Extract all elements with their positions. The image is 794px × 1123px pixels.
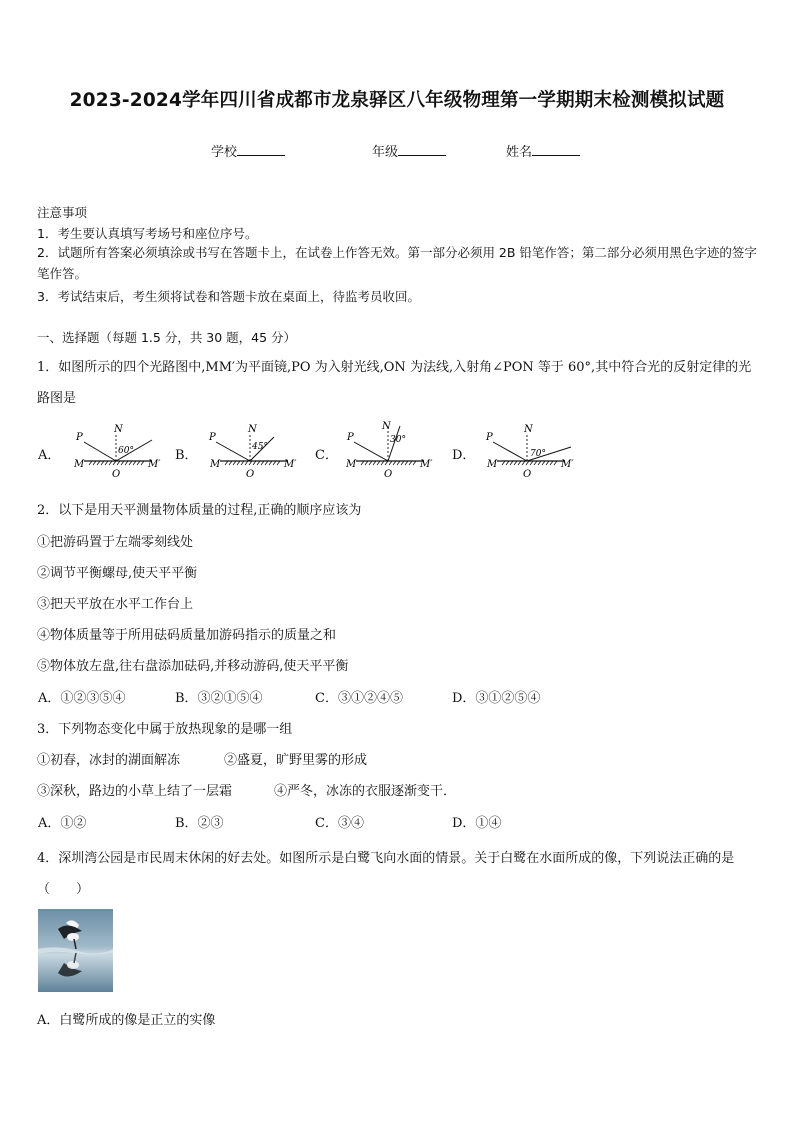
angle-label: 30° (390, 435, 406, 445)
grade-label: 年级 (372, 145, 399, 160)
q3-item: ②盛夏，旷野里雾的形成 (224, 753, 368, 768)
label-m: M (210, 459, 221, 470)
notice-item: 1．考生要认真填写考场号和座位序号。 (37, 226, 258, 241)
q3-option-c[interactable]: C．③④ (315, 816, 364, 831)
question-4-stem: 4．深圳湾公园是市民周末休闲的好去处。如图所示是白鹭飞向水面的情景。关于白鹭在水面所成的像，下列说法正确的是（ ） (37, 851, 735, 897)
angle-label: 45° (252, 442, 268, 452)
q2-step: ④物体质量等于所用砝码质量加游码指示的质量之和 (37, 628, 337, 643)
q2-step: ⑤物体放左盘,往右盘添加砝码,并移动游码,使天平平衡 (37, 659, 349, 674)
question-2-stem: 2．以下是用天平测量物体质量的过程,正确的顺序应该为 (37, 503, 362, 518)
notice-heading: 注意事项 (37, 205, 88, 220)
q2-step: ③把天平放在水平工作台上 (37, 597, 194, 612)
q2-option-d[interactable]: D．③①②⑤④ (452, 691, 541, 706)
question-1-stem: 1．如图所示的四个光路图中,MM′为平面镜,PO 为入射光线,ON 为法线,入射角∠PON 等于 60°,其中符合光的反射定律的光路图是 (37, 360, 752, 406)
section-heading: 一、选择题（每题 1.5 分，共 30 题，45 分） (37, 330, 297, 345)
label-n: N (524, 424, 533, 435)
label-m: M (74, 459, 85, 470)
label-o: O (523, 469, 532, 480)
name-label: 姓名 (506, 145, 533, 160)
label-p: P (76, 432, 83, 443)
q1-diagram-d (483, 420, 583, 486)
label-m-prime: M′ (284, 459, 297, 470)
school-field (211, 141, 285, 160)
q4-option-a[interactable]: A．白鹭所成的像是正立的实像 (37, 1013, 216, 1028)
egret-photo (38, 909, 113, 992)
label-o: O (112, 469, 121, 480)
label-o: O (384, 469, 393, 480)
question-3-stem: 3．下列物态变化中属于放热现象的是哪一组 (37, 722, 293, 737)
label-m-prime: M′ (148, 459, 161, 470)
label-p: P (486, 432, 493, 443)
name-blank[interactable] (532, 143, 580, 156)
q3-item: ④严冬，冰冻的衣服逐渐变干． (274, 784, 457, 799)
q1-option-c-label: C． (315, 448, 338, 463)
q1-option-b-label: B． (175, 448, 198, 463)
notice-item: 2．试题所有答案必须填涂或书写在答题卡上，在试卷上作答无效。第一部分必须用 2B 铅笔作答；第二部分必须用黑色字迹的签字笔作答。 (37, 245, 757, 281)
q3-option-b[interactable]: B．②③ (175, 816, 224, 831)
q1-diagram-b (206, 420, 306, 486)
q1-option-a-label: A． (38, 448, 61, 463)
q2-option-b[interactable]: B．③②①⑤④ (175, 691, 263, 706)
notice-item: 3．考试结束后，考生须将试卷和答题卡放在桌面上，待监考员收回。 (37, 289, 420, 304)
label-n: N (248, 424, 257, 435)
label-p: P (209, 432, 216, 443)
q3-option-d[interactable]: D．①④ (452, 816, 502, 831)
label-n: N (382, 421, 391, 432)
grade-blank[interactable] (398, 143, 446, 156)
label-p: P (347, 432, 354, 443)
school-blank[interactable] (237, 143, 285, 156)
label-m: M (487, 459, 498, 470)
q2-step: ②调节平衡螺母,使天平平衡 (37, 566, 198, 581)
q1-diagram-a (72, 420, 172, 486)
name-field (506, 141, 580, 160)
q3-item: ①初春，冰封的湖面解冻 (37, 753, 181, 768)
label-o: O (246, 469, 255, 480)
q3-option-a[interactable]: A．①② (38, 816, 87, 831)
angle-label: 60° (118, 446, 134, 456)
q2-option-a[interactable]: A．①②③⑤④ (38, 691, 126, 706)
q3-item: ③深秋，路边的小草上结了一层霜 (37, 784, 233, 799)
q1-diagram-c (344, 420, 444, 486)
angle-label: 70° (530, 449, 546, 459)
q2-option-c[interactable]: C．③①②④⑤ (315, 691, 403, 706)
label-n: N (114, 424, 123, 435)
label-m: M (346, 459, 357, 470)
q2-step: ①把游码置于左端零刻线处 (37, 535, 194, 550)
label-m-prime: M′ (561, 459, 574, 470)
label-m-prime: M′ (420, 459, 433, 470)
school-label: 学校 (211, 145, 238, 160)
q1-option-d-label: D． (452, 448, 476, 463)
exam-title: 2023-2024学年四川省成都市龙泉驿区八年级物理第一学期期末检测模拟试题 (69, 90, 725, 111)
grade-field (372, 141, 446, 160)
